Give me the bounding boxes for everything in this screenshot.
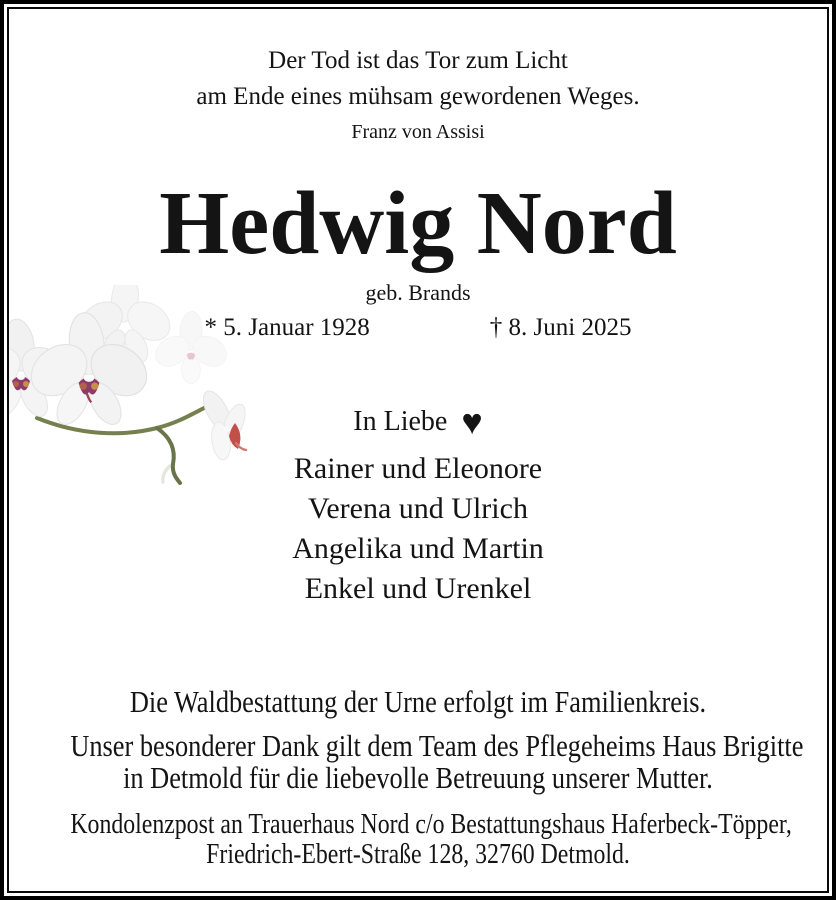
dedication-text: In Liebe	[353, 406, 448, 437]
opening-quote	[9, 43, 827, 147]
quote-line-1: Der Tod ist das Tor zum Licht	[268, 47, 568, 74]
maiden-name: geb. Brands	[365, 280, 471, 305]
notice-inner-frame	[7, 7, 829, 893]
birth-date: * 5. Januar 1928	[204, 314, 370, 341]
death-date: † 8. Juni 2025	[489, 314, 632, 341]
condolence-note	[9, 810, 827, 870]
mourner-line: Verena und Ulrich	[308, 492, 528, 525]
dedication-line	[9, 402, 827, 442]
quote-line-2: am Ende eines mühsam gewordenen Weges.	[196, 83, 640, 110]
thanks-line-1: Unser besonderer Dank gilt dem Team des Pflegeheims Haus Brigitte	[70, 728, 804, 763]
life-dates	[9, 312, 827, 344]
condolence-line-2: Friedrich-Ebert-Straße 128, 32760 Detmold.	[206, 839, 630, 870]
quote-attribution: Franz von Assisi	[351, 121, 485, 143]
mourner-line: Angelika und Martin	[292, 532, 544, 565]
thanks-line-2: in Detmold für die liebevolle Betreuung unserer Mutter.	[123, 760, 713, 795]
mourner-line: Enkel und Urenkel	[304, 572, 532, 605]
thanks-note	[9, 730, 827, 794]
funeral-note	[9, 685, 827, 719]
mourner-line: Rainer und Eleonore	[293, 452, 543, 485]
heart-icon: ♥	[461, 402, 483, 442]
condolence-line-1: Kondolenzpost an Trauerhaus Nord c/o Bestattungshaus Haferbeck-Töpper,	[70, 809, 792, 840]
funeral-note-text: Die Waldbestattung der Urne erfolgt im Familienkreis.	[129, 684, 707, 719]
deceased-name: Hedwig Nord	[159, 174, 677, 273]
mourners-list	[9, 449, 827, 609]
